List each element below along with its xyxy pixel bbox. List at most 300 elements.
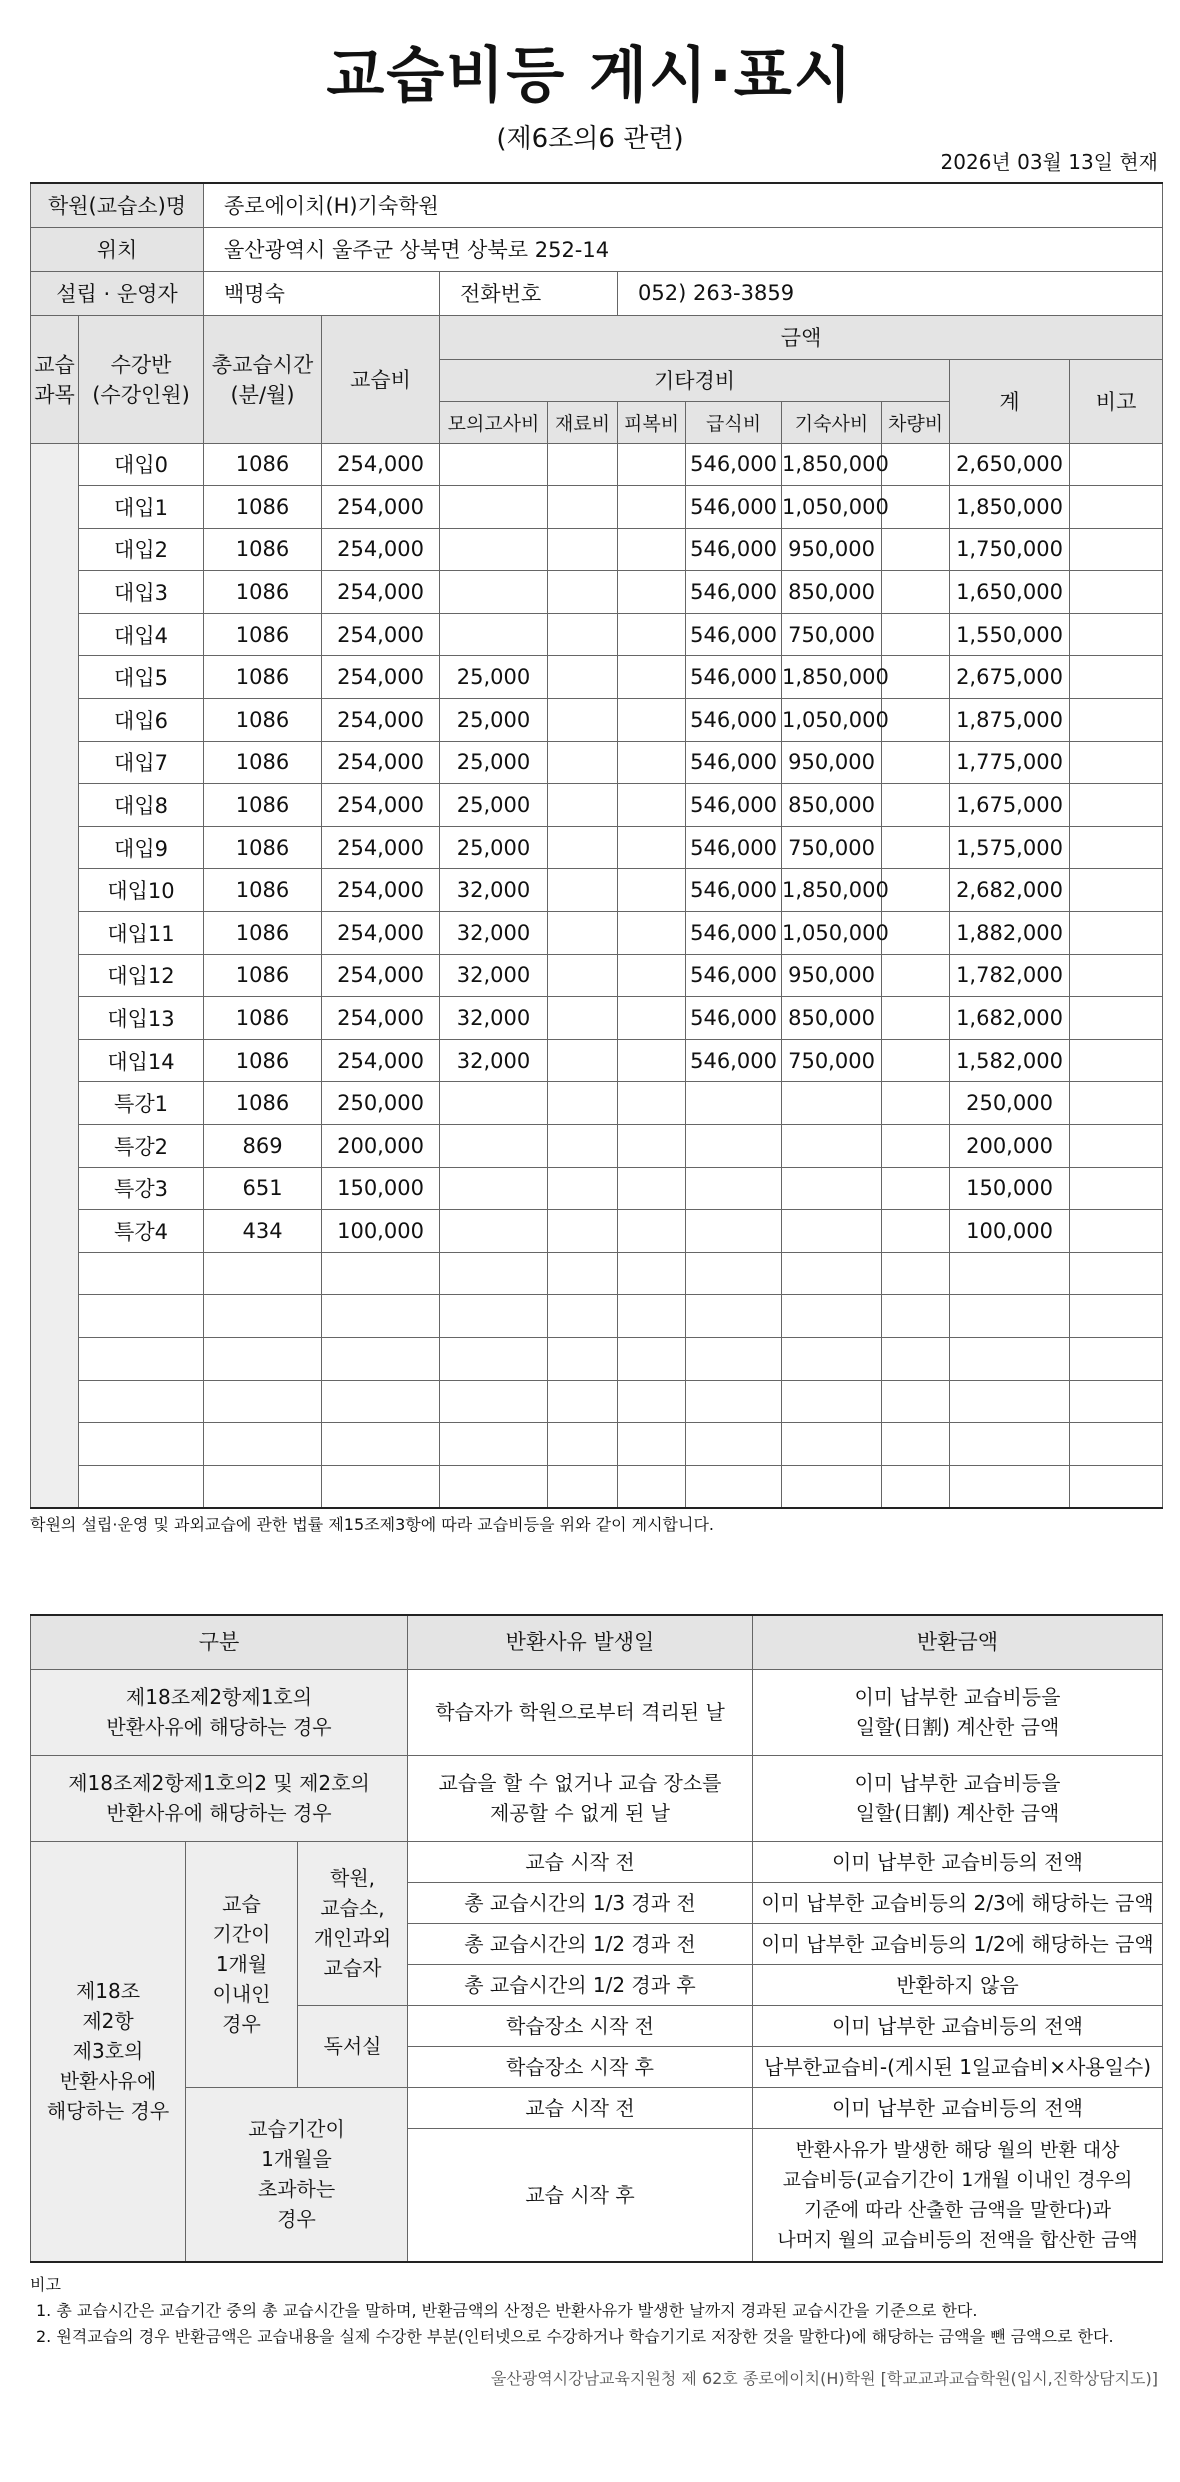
cell-hours: 1086 — [204, 997, 322, 1040]
empty-cell — [618, 613, 686, 656]
cell-hours: 1086 — [204, 656, 322, 699]
empty-cell — [882, 699, 950, 742]
empty-cell — [882, 1252, 950, 1295]
vehicle-header: 차량비 — [882, 401, 950, 443]
cell-tuition: 254,000 — [322, 954, 440, 997]
cell-meal: 546,000 — [686, 912, 782, 955]
empty-cell — [618, 826, 686, 869]
cell-tuition: 254,000 — [322, 826, 440, 869]
study-room-label: 독서실 — [298, 2005, 408, 2087]
empty-cell — [548, 1039, 618, 1082]
academy-type-label: 학원, 교습소, 개인과외 교습자 — [298, 1841, 408, 2005]
empty-cell — [950, 1423, 1070, 1466]
cell-mock: 32,000 — [440, 912, 548, 955]
page-title: 교습비등 게시·표시 — [326, 41, 854, 111]
cell-hours: 1086 — [204, 1082, 322, 1125]
empty-cell — [1070, 912, 1163, 955]
empty-cell — [204, 1337, 322, 1380]
empty-cell — [882, 486, 950, 529]
empty-cell — [782, 1295, 882, 1338]
phone-label: 전화번호 — [440, 271, 618, 315]
cell-course: 대입3 — [79, 571, 204, 614]
cell-tuition: 150,000 — [322, 1167, 440, 1210]
empty-cell — [950, 1465, 1070, 1508]
empty-cell — [440, 1465, 548, 1508]
empty-cell — [686, 1295, 782, 1338]
empty-cell — [1070, 997, 1163, 1040]
empty-cell — [548, 1337, 618, 1380]
empty-cell — [1070, 869, 1163, 912]
cell-hours: 1086 — [204, 486, 322, 529]
empty-cell — [882, 997, 950, 1040]
cell-total: 100,000 — [950, 1210, 1070, 1253]
empty-cell — [548, 912, 618, 955]
empty-cell — [322, 1423, 440, 1466]
cell-course: 대입6 — [79, 699, 204, 742]
footer-registration: 울산광역시강남교육지원청 제 62호 종로에이치(H)학원 [학교교과교습학원(입시,진학상담지도)] — [490, 2369, 1158, 2388]
empty-cell — [618, 528, 686, 571]
cell-tuition: 254,000 — [322, 869, 440, 912]
empty-row — [31, 1295, 1163, 1338]
cell-dorm: 750,000 — [782, 1039, 882, 1082]
empty-cell — [882, 1423, 950, 1466]
phone-value: 052) 263-3859 — [618, 271, 1163, 315]
empty-cell — [1070, 1039, 1163, 1082]
empty-cell — [618, 1167, 686, 1210]
cell-hours: 1086 — [204, 912, 322, 955]
refund-o1-amount: 이미 납부한 교습비등의 전액 — [753, 2087, 1163, 2128]
empty-cell — [1070, 699, 1163, 742]
other-fees-header: 기타경비 — [440, 359, 950, 401]
empty-cell — [618, 741, 686, 784]
empty-cell — [882, 1125, 950, 1168]
cell-tuition: 254,000 — [322, 997, 440, 1040]
empty-cell — [79, 1295, 204, 1338]
table-row — [31, 826, 1163, 869]
cell-hours: 1086 — [204, 869, 322, 912]
cell-meal: 546,000 — [686, 443, 782, 486]
academy-name-value: 종로에이치(H)기숙학원 — [204, 183, 1163, 227]
empty-cell — [322, 1380, 440, 1423]
refund-a1-when: 교습 시작 전 — [408, 1841, 753, 1882]
cell-tuition: 250,000 — [322, 1082, 440, 1125]
empty-cell — [618, 912, 686, 955]
empty-cell — [782, 1337, 882, 1380]
cell-course: 대입0 — [79, 443, 204, 486]
empty-cell — [440, 1295, 548, 1338]
empty-cell — [618, 656, 686, 699]
empty-cell — [548, 997, 618, 1040]
empty-cell — [204, 1465, 322, 1508]
cell-course: 대입1 — [79, 486, 204, 529]
empty-cell — [204, 1295, 322, 1338]
refund-o2-when: 교습 시작 후 — [408, 2128, 753, 2262]
empty-cell — [548, 1295, 618, 1338]
empty-cell — [548, 1252, 618, 1295]
cell-meal: 546,000 — [686, 571, 782, 614]
refund-a3-amount: 이미 납부한 교습비등의 1/2에 해당하는 금액 — [753, 1923, 1163, 1964]
note-header: 비고 — [1070, 359, 1163, 443]
cell-hours: 1086 — [204, 826, 322, 869]
cell-course: 특강3 — [79, 1167, 204, 1210]
table-row — [31, 613, 1163, 656]
academy-name-label: 학원(교습소)명 — [31, 183, 204, 227]
within-month-label: 교습 기간이 1개월 이내인 경우 — [186, 1841, 298, 2087]
cell-course: 대입2 — [79, 528, 204, 571]
cell-dorm — [782, 1082, 882, 1125]
table-row — [31, 1210, 1163, 1253]
empty-cell — [440, 1423, 548, 1466]
cell-mock: 32,000 — [440, 1039, 548, 1082]
meal-header: 급식비 — [686, 401, 782, 443]
empty-cell — [79, 1465, 204, 1508]
refund-case-2-amount: 이미 납부한 교습비등을 일할(日割) 계산한 금액 — [753, 1755, 1163, 1841]
cell-dorm: 1,050,000 — [782, 699, 882, 742]
cell-tuition: 254,000 — [322, 656, 440, 699]
cell-tuition: 100,000 — [322, 1210, 440, 1253]
total-header: 계 — [950, 359, 1070, 443]
empty-cell — [79, 1337, 204, 1380]
empty-row — [31, 1337, 1163, 1380]
empty-cell — [548, 741, 618, 784]
cell-dorm: 750,000 — [782, 613, 882, 656]
empty-row — [31, 1252, 1163, 1295]
cell-mock — [440, 1167, 548, 1210]
cell-hours: 869 — [204, 1125, 322, 1168]
refund-s1-when: 학습장소 시작 전 — [408, 2005, 753, 2046]
empty-cell — [882, 656, 950, 699]
operator-value: 백명숙 — [204, 271, 440, 315]
legal-notice: 학원의 설립·운영 및 과외교습에 관한 법률 제15조제3항에 따라 교습비등을 위와 같이 게시합니다. — [30, 1515, 714, 1534]
refund-a4-when: 총 교습시간의 1/2 경과 후 — [408, 1964, 753, 2005]
cell-total: 1,682,000 — [950, 997, 1070, 1040]
empty-cell — [618, 1210, 686, 1253]
cell-course: 특강1 — [79, 1082, 204, 1125]
mock-exam-header: 모의고사비 — [440, 401, 548, 443]
table-row — [31, 528, 1163, 571]
empty-cell — [882, 954, 950, 997]
refund-a4-amount: 반환하지 않음 — [753, 1964, 1163, 2005]
hours-header: 총교습시간 (분/월) — [204, 315, 322, 443]
cell-total: 1,750,000 — [950, 528, 1070, 571]
cell-dorm: 850,000 — [782, 997, 882, 1040]
cell-hours: 1086 — [204, 1039, 322, 1082]
empty-cell — [548, 869, 618, 912]
empty-cell — [1070, 826, 1163, 869]
cell-meal: 546,000 — [686, 826, 782, 869]
table-row — [31, 1167, 1163, 1210]
empty-cell — [548, 699, 618, 742]
table-row — [31, 571, 1163, 614]
empty-cell — [882, 1210, 950, 1253]
empty-cell — [686, 1423, 782, 1466]
empty-cell — [548, 571, 618, 614]
empty-cell — [1070, 1125, 1163, 1168]
empty-cell — [1070, 1337, 1163, 1380]
empty-cell — [322, 1337, 440, 1380]
empty-cell — [618, 486, 686, 529]
empty-cell — [548, 826, 618, 869]
table-row — [31, 1125, 1163, 1168]
cell-dorm: 850,000 — [782, 784, 882, 827]
cell-hours: 1086 — [204, 528, 322, 571]
subject-header: 교습 과목 — [31, 315, 79, 443]
cell-total: 2,675,000 — [950, 656, 1070, 699]
empty-cell — [950, 1337, 1070, 1380]
empty-cell — [618, 1465, 686, 1508]
cell-dorm: 1,850,000 — [782, 656, 882, 699]
table-row — [31, 869, 1163, 912]
cell-mock: 25,000 — [440, 741, 548, 784]
empty-cell — [1070, 954, 1163, 997]
cell-total: 150,000 — [950, 1167, 1070, 1210]
empty-cell — [548, 443, 618, 486]
cell-meal — [686, 1125, 782, 1168]
empty-cell — [548, 1380, 618, 1423]
table-row — [31, 443, 1163, 486]
empty-cell — [1070, 1082, 1163, 1125]
empty-cell — [204, 1423, 322, 1466]
empty-cell — [882, 784, 950, 827]
cell-mock: 25,000 — [440, 826, 548, 869]
empty-cell — [882, 528, 950, 571]
remark-line-2: 2. 원격교습의 경우 반환금액은 교습내용을 실제 수강한 부분(인터넷으로 수강하거나 학습기기로 저장한 것을 말한다)에 해당하는 금액을 뺀 금액으로 한다. — [36, 2327, 1114, 2346]
amount-header: 금액 — [440, 315, 1163, 359]
cell-hours: 1086 — [204, 784, 322, 827]
table-row — [31, 699, 1163, 742]
empty-cell — [79, 1252, 204, 1295]
refund-o2-amount: 반환사유가 발생한 해당 월의 반환 대상 교습비등(교습기간이 1개월 이내인 경우의 기준에 따라 산출한 금액을 말한다)과 나머지 월의 교습비등의 전액을 합산한 금액 — [753, 2128, 1163, 2262]
refund-table — [30, 1614, 1163, 2263]
cell-meal: 546,000 — [686, 528, 782, 571]
empty-cell — [618, 1125, 686, 1168]
cell-tuition: 254,000 — [322, 528, 440, 571]
cell-meal: 546,000 — [686, 784, 782, 827]
empty-cell — [882, 1082, 950, 1125]
remark-line-1: 1. 총 교습시간은 교습기간 중의 총 교습시간을 말하며, 반환금액의 산정은 반환사유가 발생한 날까지 경과된 교습시간을 기준으로 한다. — [36, 2301, 978, 2320]
empty-cell — [1070, 656, 1163, 699]
refund-a2-amount: 이미 납부한 교습비등의 2/3에 해당하는 금액 — [753, 1882, 1163, 1923]
empty-cell — [882, 1039, 950, 1082]
empty-cell — [618, 954, 686, 997]
cell-total: 200,000 — [950, 1125, 1070, 1168]
empty-cell — [882, 613, 950, 656]
cell-total: 2,682,000 — [950, 869, 1070, 912]
cell-dorm: 850,000 — [782, 571, 882, 614]
page-subtitle: (제6조의6 관련) — [496, 124, 684, 154]
cell-total: 1,850,000 — [950, 486, 1070, 529]
cell-tuition: 254,000 — [322, 784, 440, 827]
empty-cell — [1070, 784, 1163, 827]
cell-course: 대입8 — [79, 784, 204, 827]
empty-cell — [618, 1295, 686, 1338]
cell-mock: 32,000 — [440, 954, 548, 997]
refund-a1-amount: 이미 납부한 교습비등의 전액 — [753, 1841, 1163, 1882]
empty-cell — [440, 1380, 548, 1423]
cell-tuition: 254,000 — [322, 699, 440, 742]
empty-cell — [882, 1167, 950, 1210]
empty-cell — [322, 1295, 440, 1338]
empty-cell — [782, 1423, 882, 1466]
empty-cell — [686, 1380, 782, 1423]
refund-a2-when: 총 교습시간의 1/3 경과 전 — [408, 1882, 753, 1923]
cell-tuition: 254,000 — [322, 912, 440, 955]
empty-cell — [686, 1252, 782, 1295]
empty-cell — [950, 1252, 1070, 1295]
empty-cell — [1070, 1295, 1163, 1338]
cell-course: 대입9 — [79, 826, 204, 869]
empty-cell — [882, 571, 950, 614]
empty-cell — [79, 1423, 204, 1466]
empty-cell — [548, 1210, 618, 1253]
cell-course: 대입4 — [79, 613, 204, 656]
refund-a3-when: 총 교습시간의 1/2 경과 전 — [408, 1923, 753, 1964]
refund-when-header: 반환사유 발생일 — [408, 1615, 753, 1669]
empty-cell — [1070, 1465, 1163, 1508]
refund-s2-amount: 납부한교습비-(게시된 1일교습비×사용일수) — [753, 2046, 1163, 2087]
cell-hours: 1086 — [204, 699, 322, 742]
empty-cell — [950, 1295, 1070, 1338]
table-row — [31, 741, 1163, 784]
empty-cell — [618, 443, 686, 486]
empty-row — [31, 1423, 1163, 1466]
cell-meal — [686, 1082, 782, 1125]
cell-total: 250,000 — [950, 1082, 1070, 1125]
empty-cell — [882, 1295, 950, 1338]
refund-case-2-when: 교습을 할 수 없거나 교습 장소를 제공할 수 없게 된 날 — [408, 1755, 753, 1841]
empty-cell — [618, 1423, 686, 1466]
empty-cell — [618, 699, 686, 742]
refund-case-1-amount: 이미 납부한 교습비등을 일할(日割) 계산한 금액 — [753, 1669, 1163, 1755]
refund-case-2: 제18조제2항제1호의2 및 제2호의 반환사유에 해당하는 경우 — [31, 1755, 408, 1841]
table-row — [31, 486, 1163, 529]
empty-cell — [322, 1252, 440, 1295]
cell-mock — [440, 443, 548, 486]
cell-dorm: 1,050,000 — [782, 912, 882, 955]
cell-total: 1,882,000 — [950, 912, 1070, 955]
empty-cell — [618, 1039, 686, 1082]
cell-course: 대입13 — [79, 997, 204, 1040]
cell-course: 특강2 — [79, 1125, 204, 1168]
empty-cell — [548, 1465, 618, 1508]
remarks-title: 비고 — [30, 2275, 61, 2294]
cell-total: 1,775,000 — [950, 741, 1070, 784]
cell-hours: 434 — [204, 1210, 322, 1253]
empty-cell — [618, 1252, 686, 1295]
over-month-label: 교습기간이 1개월을 초과하는 경우 — [186, 2087, 408, 2262]
cell-course: 특강4 — [79, 1210, 204, 1253]
cell-meal: 546,000 — [686, 486, 782, 529]
empty-cell — [548, 1423, 618, 1466]
cell-hours: 1086 — [204, 571, 322, 614]
cell-total: 1,875,000 — [950, 699, 1070, 742]
cell-meal — [686, 1167, 782, 1210]
cell-hours: 1086 — [204, 741, 322, 784]
material-header: 재료비 — [548, 401, 618, 443]
empty-cell — [882, 869, 950, 912]
cell-course: 대입12 — [79, 954, 204, 997]
empty-row — [31, 1380, 1163, 1423]
cell-course: 대입5 — [79, 656, 204, 699]
operator-label: 설립 · 운영자 — [31, 271, 204, 315]
subject-cell — [31, 443, 79, 1508]
cell-hours: 1086 — [204, 613, 322, 656]
empty-cell — [618, 1082, 686, 1125]
refund-case-3: 제18조 제2항 제3호의 반환사유에 해당하는 경우 — [31, 1841, 186, 2262]
empty-cell — [1070, 486, 1163, 529]
empty-cell — [618, 1337, 686, 1380]
cell-tuition: 254,000 — [322, 486, 440, 529]
refund-o1-when: 교습 시작 전 — [408, 2087, 753, 2128]
empty-cell — [950, 1380, 1070, 1423]
cell-total: 1,650,000 — [950, 571, 1070, 614]
empty-cell — [882, 443, 950, 486]
empty-cell — [79, 1380, 204, 1423]
empty-cell — [548, 528, 618, 571]
empty-cell — [882, 1465, 950, 1508]
cell-dorm — [782, 1167, 882, 1210]
empty-cell — [882, 1337, 950, 1380]
cell-meal: 546,000 — [686, 869, 782, 912]
cell-total: 2,650,000 — [950, 443, 1070, 486]
cell-course: 대입11 — [79, 912, 204, 955]
empty-cell — [548, 954, 618, 997]
cell-tuition: 254,000 — [322, 571, 440, 614]
uniform-header: 피복비 — [618, 401, 686, 443]
cell-mock: 32,000 — [440, 869, 548, 912]
cell-total: 1,782,000 — [950, 954, 1070, 997]
cell-mock: 25,000 — [440, 784, 548, 827]
cell-hours: 1086 — [204, 954, 322, 997]
table-row — [31, 954, 1163, 997]
refund-s2-when: 학습장소 시작 후 — [408, 2046, 753, 2087]
empty-cell — [1070, 528, 1163, 571]
empty-cell — [548, 486, 618, 529]
cell-course: 대입7 — [79, 741, 204, 784]
cell-tuition: 200,000 — [322, 1125, 440, 1168]
cell-meal: 546,000 — [686, 699, 782, 742]
cell-mock — [440, 1210, 548, 1253]
tuition-header: 교습비 — [322, 315, 440, 443]
empty-cell — [548, 1082, 618, 1125]
empty-cell — [882, 912, 950, 955]
empty-cell — [322, 1465, 440, 1508]
empty-cell — [548, 1125, 618, 1168]
cell-mock — [440, 528, 548, 571]
empty-cell — [618, 571, 686, 614]
empty-cell — [548, 784, 618, 827]
table-row — [31, 1039, 1163, 1082]
cell-mock — [440, 613, 548, 656]
cell-meal: 546,000 — [686, 954, 782, 997]
empty-cell — [1070, 613, 1163, 656]
cell-dorm: 750,000 — [782, 826, 882, 869]
cell-mock — [440, 571, 548, 614]
empty-cell — [882, 741, 950, 784]
cell-total: 1,550,000 — [950, 613, 1070, 656]
empty-cell — [782, 1252, 882, 1295]
empty-cell — [686, 1337, 782, 1380]
cell-dorm: 1,850,000 — [782, 869, 882, 912]
cell-total: 1,575,000 — [950, 826, 1070, 869]
cell-dorm: 950,000 — [782, 954, 882, 997]
empty-cell — [1070, 1252, 1163, 1295]
dorm-header: 기숙사비 — [782, 401, 882, 443]
empty-row — [31, 1465, 1163, 1508]
cell-meal: 546,000 — [686, 613, 782, 656]
empty-cell — [686, 1465, 782, 1508]
empty-cell — [618, 997, 686, 1040]
